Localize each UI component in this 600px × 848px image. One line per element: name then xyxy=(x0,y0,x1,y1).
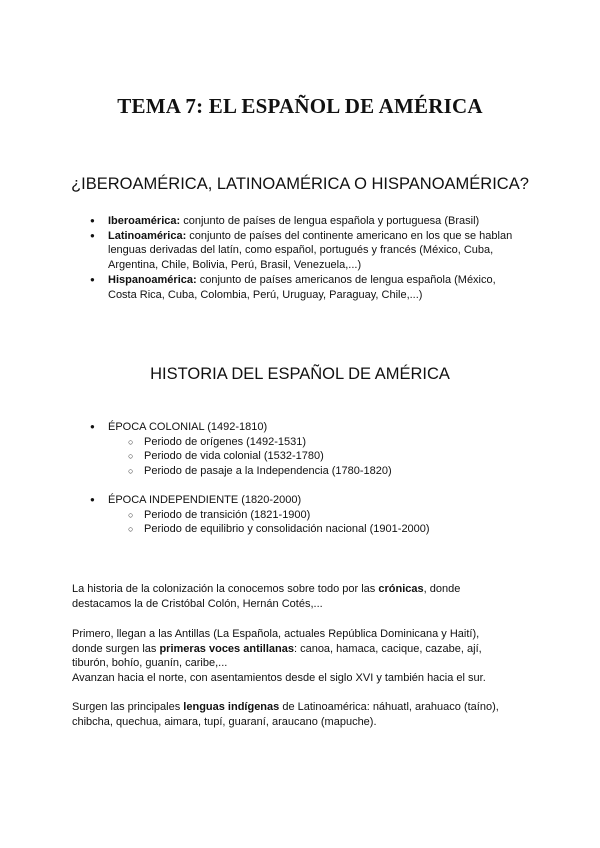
bold-term-voces-antillanas: primeras voces antillanas xyxy=(159,642,294,655)
paragraph-antillas xyxy=(72,627,512,686)
paragraph-text: de Latinoamérica: náhuatl, arahuaco (taíno), chibcha, quechua, aimara, tupí, guaraní, araucano (mapuche). xyxy=(72,701,499,728)
epoca-colonial-label: ÉPOCA COLONIAL (1492-1810) xyxy=(108,421,268,433)
definition-text: conjunto de países americanos de lengua española (México, Costa Rica, Cuba, Colombia, Perú, Uruguay, Paraguay, Chile,...) xyxy=(108,273,496,301)
paragraph-text: Surgen las principales xyxy=(72,701,184,713)
list-item: ○ Periodo de pasaje a la Independencia (1780-1820) xyxy=(108,464,518,479)
list-item xyxy=(108,214,518,229)
list-item xyxy=(108,229,518,273)
term-latinoamerica: Latinoamérica: xyxy=(108,229,187,242)
epoca-independiente-list xyxy=(108,493,518,537)
epoca-independiente-label: ÉPOCA INDEPENDIENTE (1820-2000) xyxy=(108,494,302,506)
list-item: ○ Periodo de equilibrio y consolidación nacional (1901-2000) xyxy=(108,522,518,537)
definitions-list xyxy=(108,214,518,302)
paragraph-text: Primero, llegan a las Antillas (La Española, actuales República Dominicana y Haití), donde surgen las xyxy=(72,628,480,655)
term-hispanoamerica: Hispanoamérica: xyxy=(108,273,197,286)
list-item xyxy=(108,493,518,537)
list-item: ○ Periodo de transición (1821-1900) xyxy=(108,508,518,523)
colonial-periods-list xyxy=(108,435,518,479)
list-item xyxy=(108,273,518,302)
paragraph-text: , donde destacamos la de Cristóbal Colón, Hernán Cotés,... xyxy=(72,583,461,610)
paragraph-cronicas xyxy=(72,582,512,611)
term-iberoamerica: Iberoamérica: xyxy=(108,215,181,227)
section-heading-historia: HISTORIA DEL ESPAÑOL DE AMÉRICA xyxy=(150,365,450,383)
paragraph-text: La historia de la colonización la conocemos sobre todo por las xyxy=(72,583,379,595)
page-title: TEMA 7: EL ESPAÑOL DE AMÉRICA xyxy=(117,94,483,118)
bold-term-lenguas-indigenas: lenguas indígenas xyxy=(183,701,280,713)
definition-text: conjunto de países de lengua española y portuguesa (Brasil) xyxy=(180,215,480,227)
paragraph-lenguas xyxy=(72,700,512,729)
paragraph-text: : canoa, hamaca, cacique, cazabe, ají, tiburón, bohío, guanín, caribe,... xyxy=(72,642,482,670)
section-heading-iberoamerica: ¿IBEROAMÉRICA, LATINOAMÉRICA O HISPANOAMÉRICA? xyxy=(71,175,529,193)
definition-text: conjunto de países del continente americano en los que se hablan lenguas derivadas del latín, como español, portugués y francés (México, Cuba, Argentina, Chile, Bolivia, Perú, Brasil, Venezuela,...) xyxy=(108,229,513,272)
epoca-colonial-list xyxy=(108,420,518,479)
bold-term-cronicas: crónicas xyxy=(378,583,424,595)
list-item: ○ Periodo de orígenes (1492-1531) xyxy=(108,435,518,450)
independiente-periods-list xyxy=(108,508,518,537)
list-item: ○ Periodo de vida colonial (1532-1780) xyxy=(108,449,518,464)
list-item xyxy=(108,420,518,479)
paragraph-text: Avanzan hacia el norte, con asentamientos desde el siglo XVI y también hacia el sur. xyxy=(72,672,486,685)
